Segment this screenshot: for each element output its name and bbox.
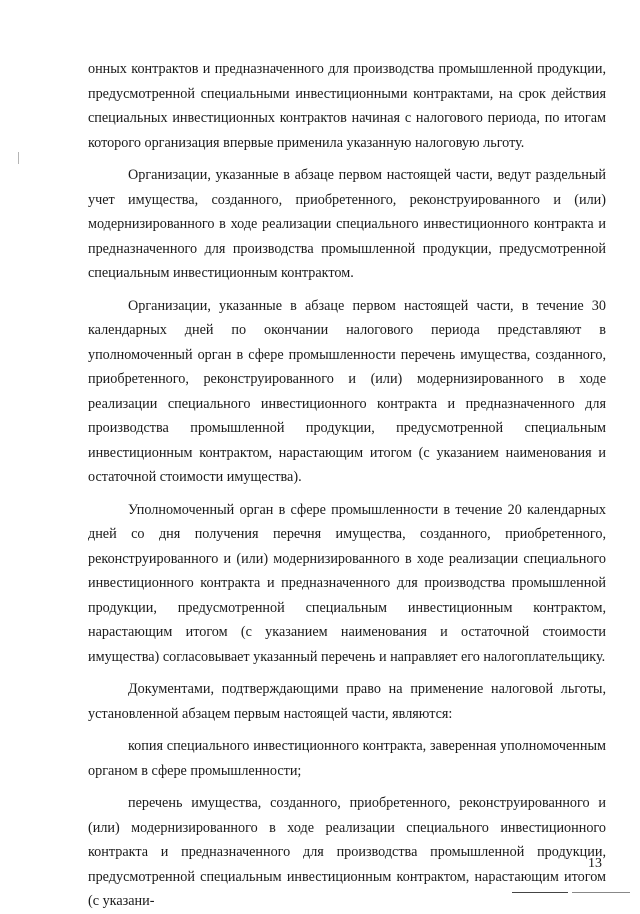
paragraph-property-list-submission: Организации, указанные в абзаце первом настоящей части, в течение 30 календарных дней по окончании налогового периода представляют в уполномоченный орган в сфере промышленности перечень имущества, созданного, приобретенного, реконструированного и (или) модернизированного в ходе реализации специального инвестиционного контракта и предназначенного для производства промышленной продукции, предусмотренной специальным инвестиционным контрактом, нарастающим итогом (с указанием наименования и остаточной стоимости имущества). [88, 297, 606, 485]
footer-rule [512, 892, 630, 894]
page-number: 13 [588, 856, 602, 871]
margin-mark [18, 152, 19, 164]
footer-rule-segment [572, 892, 630, 893]
list-item-property-list: перечень имущества, созданного, приобретенного, реконструированного и (или) модернизированного в ходе реализации специального инвестиционного контракта и предназначенного для производства промышленной продукции, предусмотренной специальным инвестиционным контрактом, нарастающим итогом (с указани- [88, 795, 606, 909]
paragraph-supporting-documents: Документами, подтверждающими право на применение налоговой льготы, установленной абзацем первым настоящей части, являются: [88, 681, 606, 722]
paragraph-separate-accounting: Организации, указанные в абзаце первом настоящей части, ведут раздельный учет имущества, созданного, приобретенного, реконструированного и (или) модернизированного в ходе реализации специального инвестиционного контракта и предназначенного для производства промышленной продукции, предусмотренной специальным инвестиционным контрактом. [88, 167, 606, 281]
paragraph-continuation: онных контрактов и предназначенного для производства промышленной продукции, предусмотренной специальными инвестиционными контрактами, на срок действия специальных инвестиционных контрактов начиная с налогового периода, по итогам которого организация впервые применила указанную налоговую льготу. [88, 61, 606, 151]
body-text [88, 57, 606, 914]
list-item-contract-copy: копия специального инвестиционного контракта, заверенная уполномоченным органом в сфере промышленности; [88, 738, 606, 779]
paragraph-authority-approval: Уполномоченный орган в сфере промышленности в течение 20 календарных дней со дня получения перечня имущества, созданного, приобретенного, реконструированного и (или) модернизированного в ходе реализации специального инвестиционного контракта и предназначенного для производства промышленной продукции, предусмотренной специальным инвестиционным контрактом, нарастающим итогом (с указанием наименования и остаточной стоимости имущества) согласовывает указанный перечень и направляет его налогоплательщику. [88, 501, 606, 665]
footer-rule-segment [512, 892, 568, 893]
